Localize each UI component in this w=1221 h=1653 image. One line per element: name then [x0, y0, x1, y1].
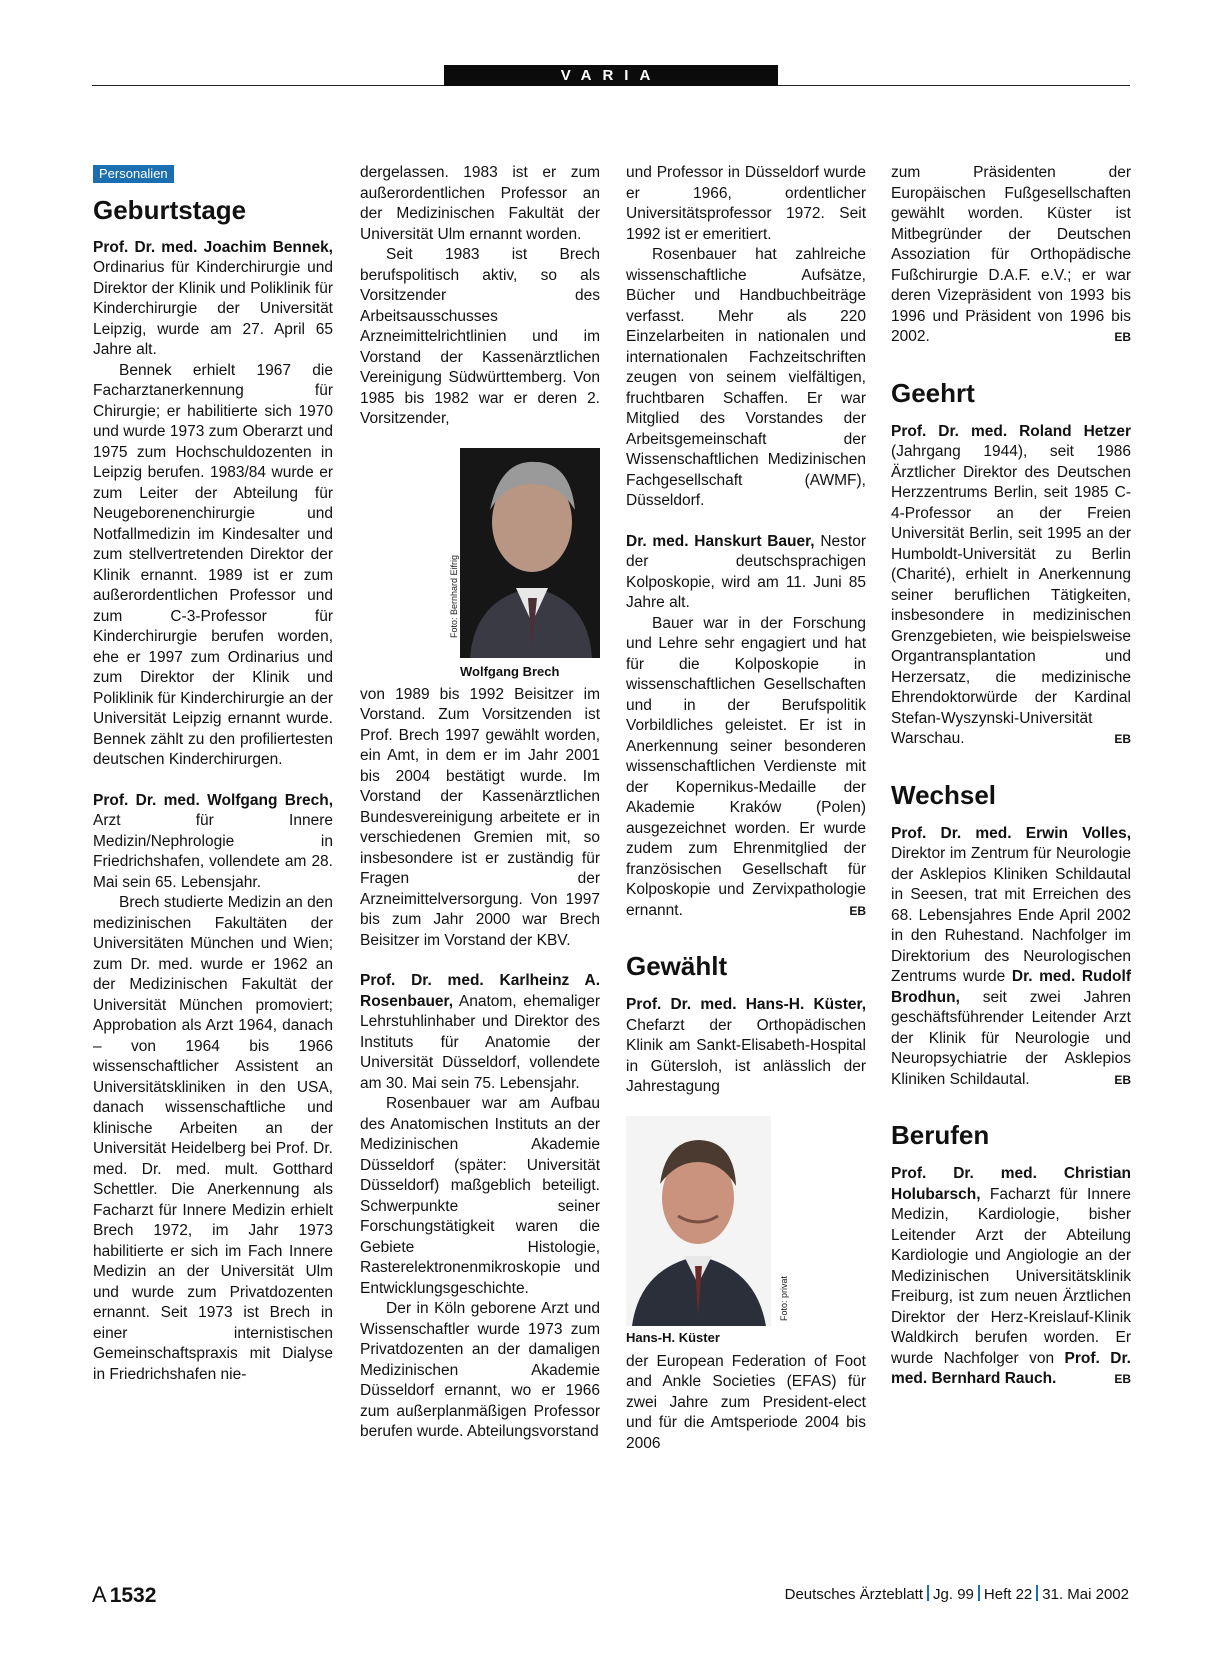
- person-name: Prof. Dr. med. Roland Hetzer: [891, 422, 1131, 440]
- photo-credit: Foto: Bernhard Eifrig: [449, 554, 459, 638]
- section-tag: Personalien: [93, 165, 174, 183]
- author-initials: EB: [1114, 1072, 1131, 1087]
- journal-volume: Jg. 99: [933, 1586, 974, 1603]
- photo-kuester: [626, 1116, 866, 1346]
- separator: [927, 1585, 929, 1601]
- article-paragraph: von 1989 bis 1992 Beisitzer im Vorstand. Zum Vorsitzenden ist Prof. Brech 1997 gewählt worden, ein Amt, in dem er im Jahr 2001 bis 2004 bestätigt wurde. Im Vorstand der Kassenärztlichen Bundesvereinigung arbeitete er in verschiedenen Gremien mit, so insbesondere ist er zuständig für Fragen der Arzneimittelversorgung. Von 1997 bis zum Jahr 2000 war Brech Beisitzer im Vorstand der KBV.: [360, 685, 600, 949]
- separator: [1036, 1585, 1038, 1601]
- article-paragraph: Brech studierte Medizin an den medizinischen Fakultäten der Universitäten München und Wien; zum Dr. med. wurde er 1962 an der Medizinischen Fakultät der Universität München promoviert; Approbation als Arzt 1964, danach – von 1964 bis 1966 wissenschaftlicher Assistent an Universitätskliniken in den USA, danach wissenschaftliche und klinische Arbeiten an der Universität Heidelberg bei Prof. Dr. med. Dr. med. mult. Gotthard Schettler. Die Anerkennung als Facharzt für Innere Medizin erhielt Brech 1972, im Jahr 1973 habilitierte er sich im Fach Innere Medizin an der Universität Ulm und wurde zum Privatdozenten ernannt. Seit 1973 ist Brech in einer internistischen Gemeinschaftspraxis mit Dialyse in Friedrichshafen nie-: [93, 894, 333, 1383]
- person-name: Prof. Dr. med. Erwin Volles,: [891, 824, 1131, 842]
- photo-brech: [360, 448, 600, 683]
- portrait-hans-kuester: [626, 1116, 771, 1326]
- page-prefix: A: [92, 1582, 107, 1607]
- person-name: Prof. Dr. med. Hans-H. Küster,: [626, 996, 866, 1013]
- article-brech: [93, 791, 333, 894]
- article-paragraph: Rosenbauer hat zahlreiche wissenschaftliche Aufsätze, Bücher und Handbuchbeiträge verfasst. Mehr als 220 Einzelarbeiten in nationalen und internationalen Fachzeitschriften zeugen von seinem vielfältigen, fruchtbaren Schaffen. Er war Mitglied des Vorstandes der Arbeitsgemeinschaft der Wissenschaftlichen Medizinischen Fachgesellschaft (AWMF), Düsseldorf.: [626, 246, 866, 509]
- article-paragraph: [891, 163, 1131, 348]
- column-1: [93, 163, 333, 1385]
- column-4: [891, 163, 1131, 1390]
- heading-geburtstage: Geburtstage: [93, 194, 247, 225]
- article-text: zum Präsidenten der Europäischen Fußgesellschaften gewählt worden. Küster ist Mitbegründer der Deutschen Assoziation für Orthopädische Fußchirurgie D.A.F. e.V.; er war deren Vizepräsident von 1993 bis 1996 und Präsident von 1996 bis 2002.: [891, 164, 1131, 345]
- column-2: [360, 163, 600, 1443]
- portrait-image: [626, 1116, 771, 1326]
- journal-info: [785, 1585, 1129, 1603]
- article-volles: [891, 824, 1131, 1091]
- article-text: Facharzt für Innere Medizin, Kardiologie, bisher Leitender Arzt der Abteilung Kardiologie und Angiologie an der Medizinischen Universitätsklinik Freiburg, ist zum neuen Ärztlichen Direktor der Herz-Kreislauf-Klinik Waldkirch berufen worden. Er wurde Nachfolger von: [891, 1185, 1131, 1367]
- person-name: Prof. Dr. med. Christian Holubarsch,: [891, 1165, 1131, 1203]
- person-name: Prof. Dr. med. Joachim Bennek,: [93, 238, 333, 256]
- article-text: Direktor im Zentrum für Neurologie der Asklepios Kliniken Schildautal in Seesen, trat mit Erreichen des 68. Lebensjahres Ende April 2002 in den Ruhestand. Nachfolger im Direktorium des Neurologischen Zentrums wurde: [891, 845, 1131, 985]
- page-number-value: 1532: [109, 1584, 157, 1607]
- photo-caption: Wolfgang Brech: [460, 663, 560, 679]
- author-initials: EB: [1114, 732, 1131, 746]
- column-3: [626, 163, 866, 1454]
- author-initials: EB: [1114, 330, 1131, 344]
- photo-caption: Hans-H. Küster: [626, 1329, 720, 1345]
- person-name: Prof. Dr. med. Karlheinz A. Rosenbauer,: [360, 972, 600, 1010]
- article-paragraph: Rosenbauer war am Aufbau des Anatomischen Instituts an der Medizinischen Akademie Düsseldorf (später: Universität Düsseldorf) maßgeblich beteiligt. Schwerpunkte seiner Forschungstätigkeit waren die Gebiete Histologie, Rasterelektronenmikroskopie und Entwicklungsgeschichte.: [360, 1095, 600, 1297]
- article-bennek: [93, 238, 333, 361]
- person-name: Prof. Dr. med. Wolfgang Brech,: [93, 791, 333, 809]
- article-text: Bauer war in der Forschung und Lehre sehr engagiert und hat für die Kolposkopie in wissenschaftlichen Gesellschaften und in der Berufspolitik Vorbildliches geleistet. Er ist in Anerkennung seiner besonderen wissenschaftlichen Verdienste mit der Kopernikus-Medaille der Akademie Kraków (Polen) ausgezeichnet worden. Er wurde zudem zum Ehrenmitglied der französischen Gesellschaft für Kolposkopie und Zervixpathologie ernannt.: [626, 614, 866, 919]
- separator: [978, 1585, 980, 1601]
- photo-credit: Foto: privat: [779, 1275, 789, 1321]
- person-name: Dr. med. Hanskurt Bauer,: [626, 532, 815, 550]
- heading-berufen: Berufen: [891, 1120, 990, 1150]
- article-holubarsch: [891, 1164, 1131, 1390]
- article-rosenbauer: [360, 971, 600, 1094]
- article-paragraph: [626, 614, 866, 922]
- article-text: seit zwei Jahren geschäftsführender Leitender Arzt der Klinik für Neurologie und Neuropsychiatrie der Asklepios Kliniken Schildautal.: [891, 988, 1131, 1088]
- article-paragraph: der European Federation of Foot and Ankle Societies (EFAS) für zwei Jahre zum President-elect und für die Amtsperiode 2004 bis 2006: [626, 1352, 866, 1452]
- journal-issue: Heft 22: [983, 1586, 1033, 1603]
- page-number: [92, 1582, 156, 1608]
- article-kuester: [626, 995, 866, 1098]
- article-text: Arzt für Innere Medizin/Nephrologie in Friedrichshafen, vollendete am 28. Mai sein 65. Lebensjahr.: [93, 812, 333, 891]
- article-paragraph: Bennek erhielt 1967 die Facharztanerkennung für Chirurgie; er habilitierte sich 1970 und wurde 1973 zum Oberarzt und 1975 zum Hochschuldozenten in Leipzig berufen. 1983/84 wurde er zum Leiter der Abteilung für Neugeborenenchirurgie und Notfallmedizin im Kindesalter und zum stellvertretenden Direktor der Klinik ernannt. 1989 ist er zum außerordentlichen Professor und zum C-3-Professor für Kinderchirurgie berufen worden, ehe er 1997 zum Ordinarius und zum Direktor der Klinik und Poliklinik für Kinderchirurgie an der Universität Leipzig ernannt wurde. Bennek zählt zu den profiliertesten deutschen Kinderchirurgen.: [93, 361, 333, 768]
- article-paragraph: dergelassen. 1983 ist er zum außerordentlichen Professor an der Medizinischen Fakultät der Universität Ulm ernannt worden.: [360, 164, 600, 243]
- journal-date: 31. Mai 2002: [1042, 1586, 1129, 1603]
- article-hetzer: [891, 422, 1131, 750]
- article-text: Ordinarius für Kinderchirurgie und Direktor der Klinik und Poliklinik für Kinderchirurgie der Universität Leipzig, wurde am 27. April 65 Jahre alt.: [93, 259, 333, 358]
- section-header: VARIA: [444, 65, 778, 86]
- article-paragraph: Der in Köln geborene Arzt und Wissenschaftler wurde 1973 zum Privatdozenten an der damaligen Medizinischen Akademie Düsseldorf ernannt, wo er 1966 zum außerplanmäßigen Professor berufen wurde. Abteilungsvorstand: [360, 1300, 600, 1440]
- article-text: Chefarzt der Orthopädischen Klinik am Sankt-Elisabeth-Hospital in Gütersloh, ist anlässlich der Jahrestagung: [626, 1016, 866, 1095]
- article-bauer: [626, 532, 866, 614]
- heading-gewaehlt: Gewählt: [626, 951, 728, 981]
- portrait-image: [460, 448, 600, 658]
- journal-name: Deutsches Ärzteblatt: [784, 1586, 924, 1603]
- article-paragraph: und Professor in Düsseldorf wurde er 1966, ordentlicher Universitätsprofessor 1972. Seit 1992 ist er emeritiert.: [626, 164, 866, 243]
- article-text: (Jahrgang 1944), seit 1986 Ärztlicher Direktor des Deutschen Herzzentrums Berlin, seit 1985 C-4-Professor an der Freien Universität Berlin, seit 1995 an der Humboldt-Universität zu Berlin (Charité), erhielt in Anerkennung seiner beruflichen Tätigkeiten, insbesondere in medizinischen Grenzgebieten, wie beispielsweise Organtransplantation und Herzersatz, die medizinische Ehrendoktorwürde der Kardinal Stefan-Wyszynski-Universität Warschau.: [891, 443, 1131, 747]
- person-name: Dr. med. Rudolf Brodhun,: [891, 968, 1131, 1006]
- person-name: Prof. Dr. med. Bernhard Rauch.: [891, 1349, 1131, 1387]
- article-text: Nestor der deutschsprachigen Kolposkopie, wird am 11. Juni 85 Jahre alt.: [626, 532, 866, 611]
- portrait-wolfgang-brech: [460, 448, 600, 658]
- heading-wechsel: Wechsel: [891, 779, 997, 810]
- author-initials: EB: [1114, 1372, 1131, 1386]
- article-text: Anatom, ehemaliger Lehrstuhlinhaber und Direktor des Instituts für Anatomie der Universität Düsseldorf, vollendete am 30. Mai sein 75. Lebensjahr.: [360, 992, 600, 1092]
- article-paragraph: Seit 1983 ist Brech berufspolitisch aktiv, so als Vorsitzender des Arbeitsausschusses Arzneimittelrichtlinien und im Vorstand der Kassenärztlichen Vereinigung Südwürttemberg. Von 1985 bis 1982 war er deren 2. Vorsitzender,: [360, 246, 600, 427]
- heading-geehrt: Geehrt: [891, 377, 975, 408]
- author-initials: EB: [849, 903, 866, 918]
